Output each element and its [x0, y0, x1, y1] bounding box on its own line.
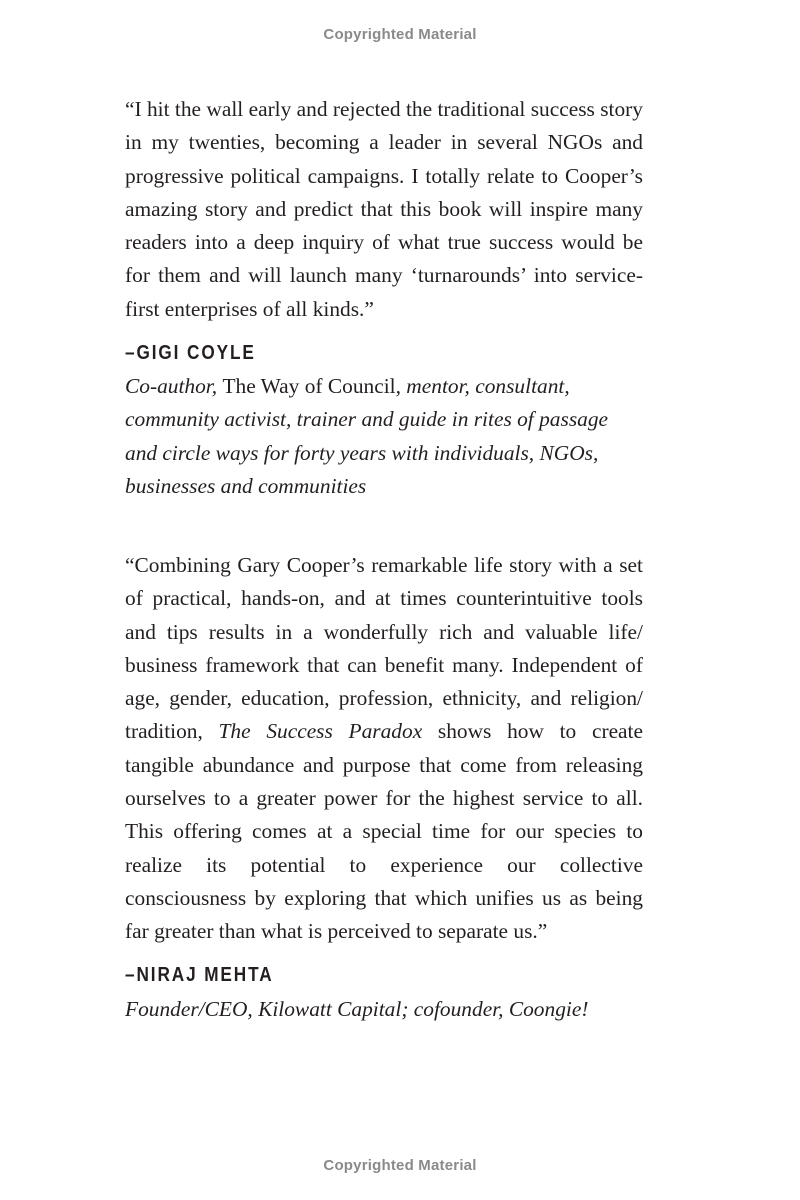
- copyright-watermark-top: Copyrighted Material: [323, 26, 477, 43]
- testimonial-2-bio: Founder/CEO, Kilowatt Capital; cofounder, Coongie!: [125, 997, 589, 1021]
- quote-2-part-1: “Combining Gary Cooper’s remarkable life story with a set of practical, hands-on, and at times counterintuitive tools and tips results in a wonderfully rich and valuable life/ business framework that can benefit many. Independent of age, gender, education, profession, ethnicity, and religion/ tradition,: [125, 553, 643, 744]
- testimonial-1-quote: “I hit the wall early and rejected the traditional success story in my twenties, becoming a leader in several NGOs and progressive political campaigns. I totally relate to Cooper’s amazing story and predict that this book will inspire many readers into a deep inquiry of what true success would be for them and will launch many ‘turnarounds’ into service-first enterprises of all kinds.”: [125, 97, 643, 321]
- testimonial-2-author: –NIRAJ MEHTA: [125, 964, 274, 986]
- testimonial-1-author: –GIGI COYLE: [125, 342, 256, 364]
- testimonial-2: [125, 549, 643, 949]
- testimonial-1-bio: [125, 370, 643, 503]
- testimonial-2-quote: [125, 549, 643, 949]
- quote-2-book-title: The Success Paradox: [218, 719, 423, 744]
- bio-1-suffix: , mentor, consultant, community activist, trainer and guide in rites of passage and circle ways for forty years with individuals, NGOs, businesses and communities: [125, 374, 609, 498]
- quote-2-part-2: shows how to create tangible abundance and purpose that come from releasing ourselves to a greater power for the highest service to all. This offering comes at a special time for our species to realize its potential to experience our collective consciousness by exploring that which unifies us as being far greater than what is perceived to separate us.”: [125, 719, 643, 944]
- copyright-watermark-bottom: Copyrighted Material: [323, 1157, 477, 1174]
- bio-1-book-title: The Way of Council: [222, 374, 396, 398]
- bio-1-prefix: Co-author,: [125, 374, 223, 398]
- testimonial-1: [125, 93, 643, 326]
